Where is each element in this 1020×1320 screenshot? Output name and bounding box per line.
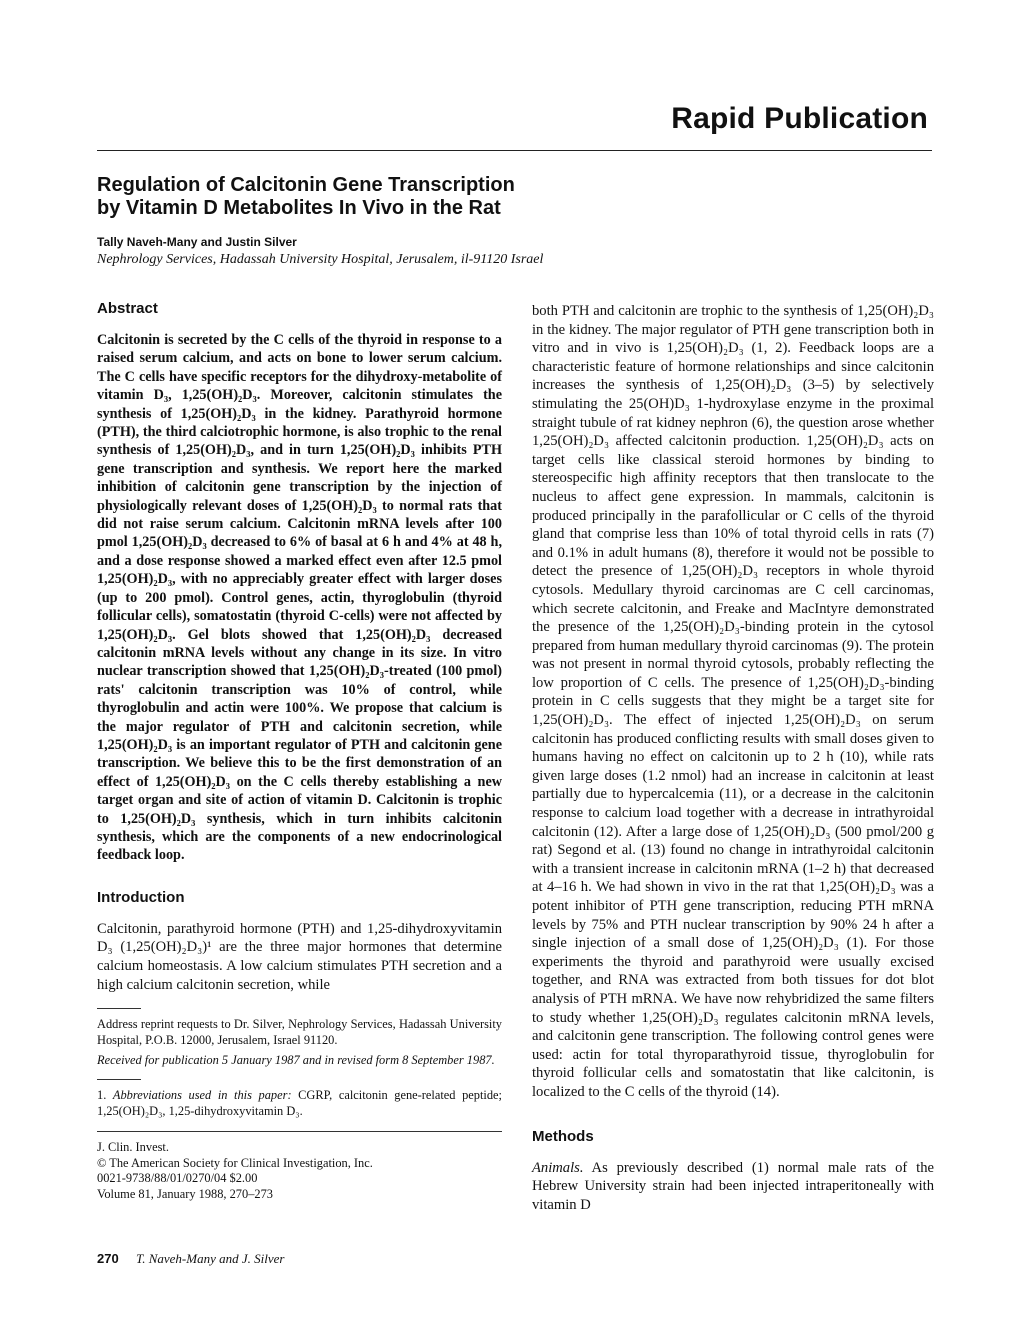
journal-name: J. Clin. Invest. <box>97 1140 169 1155</box>
abbreviations-label: Abbreviations used in this paper: <box>112 1087 292 1102</box>
right-column <box>532 302 934 1214</box>
abbreviations-text: CGRP, calcitonin gene-related peptide; 1,25(OH)₂D₃, 1,25-dihydroxyvitamin D₃. <box>97 1087 503 1118</box>
page-footer <box>97 1251 284 1267</box>
journal-volume: Volume 81, January 1988, 270–273 <box>97 1186 273 1201</box>
authors: Tally Naveh-Many and Justin Silver <box>97 235 297 249</box>
journal-issn: 0021-9738/88/01/0270/04 $2.00 <box>97 1171 258 1186</box>
methods-text: As previously described (1) normal male rats of the Hebrew University strain had been injected intraperitoneally with vitamin D <box>532 1159 934 1213</box>
section-label: Rapid Publication <box>671 102 928 135</box>
introduction-text: Calcitonin, parathyroid hormone (PTH) and 1,25-dihydroxyvitamin D₃ (1,25(OH)₂D₃)¹ are the three major hormones that determine calcium homeostasis. A low calcium stimulates PTH secretion and a high calcium calcitonin secretion, while <box>97 920 502 993</box>
affiliation: Nephrology Services, Hadassah University Hospital, Jerusalem, il-91120 Israel <box>97 252 544 267</box>
introduction-continued-text: both PTH and calcitonin are trophic to the synthesis of 1,25(OH)₂D₃ in the kidney. The major regulator of PTH gene transcription both in vitro and in vivo is 1,25(OH)₂D₃ (1, 2). Feedback loops are a characteristic feature of hormone relationships and since calcitonin increases the synthesis of 1,25(OH)₂D₃ (3–5) by selectively stimulating the 25(OH)D₃ 1-hydroxylase enzyme in the proximal straight tubule of rat kidney nephron (6), the question arose whether 1,25(OH)₂D₃ affected calcitonin production. 1,25(OH)₂D₃ acts on target cells like classical steroid hormones by binding to stereospecific high affinity receptors that then translocate to the nucleus to affect gene expression. In mammals, calcitonin is produced principally in the parafollicular or C cells of the thyroid gland that comprise less than 10% of total thyroid cells in rats (7) and 0.1% in adult humans (8), therefore it would not be possible to detect the presence of 1,25(OH)₂D₃ receptors in whole thyroid cytosols. Medullary thyroid carcinomas are C cell carcinomas, which secrete calcitonin, and Freake and MacIntyre demonstrated the presence of the 1,25(OH)₂D₃-binding protein in the cytosol prepared from human medullary thyroid carcinomas (9). The protein was not present in normal thyroid cytosols, probably reflecting the low proportion of C cells. The presence of 1,25(OH)₂D₃-binding protein in C cells suggests that they might be a target site for 1,25(OH)₂D₃. The effect of injected 1,25(OH)₂D₃ on serum calcitonin has produced conflicting results with small doses given to humans having no effect on calcitonin up to 2 h (10), while rats given large doses (1.2 nmol) had an increase in calcitonin at least partially due to hypercalcemia (11), or a decrease in the calcitonin response to calcium load together with a decrease in intrathyroidal calcitonin (12). After a large dose of 1,25(OH)₂D₃ (500 pmol/200 g rat) Segond et al. (13) found no change in intrathyroidal calcitonin with a transient increase in calcitonin mRNA (1–2 h) that decreased at 4–16 h. We had shown in vivo in the rat that 1,25(OH)₂D₃ was a potent inhibitor of PTH gene transcription, reducing PTH mRNA levels by 75% and PTH nuclear transcription by 90% 24 h after a single injection of a small dose of 1,25(OH)₂D₃ (1). For those experiments the thyroid and parathyroid were usually excised together, and RNA was extracted from both tissues for dot blot analysis of PTH mRNA. We have now rehybridized the same filters to study whether 1,25(OH)₂D₃ regulates calcitonin mRNA levels, and calcitonin gene transcription. The following control genes were used: actin for total thyroparathyroid tissue, thyroglobulin for thyroid follicular cells and somatostatin that like calcitonin, is localized to the C cells of the thyroid (14). <box>532 303 934 1100</box>
footnote-rule <box>97 1008 141 1009</box>
journal-info <box>97 1140 502 1202</box>
abstract-heading: Abstract <box>97 300 158 317</box>
abstract-text: Calcitonin is secreted by the C cells of the thyroid in response to a raised serum calcium, and acts on bone to lower serum calcium. The C cells have specific receptors for the dihydroxy-metabolite of vitamin D₃, 1,25(OH)₂D₃. Moreover, calcitonin stimulates the synthesis of 1,25(OH)₂D₃ in the kidney. Parathyroid hormone (PTH), the third calciotrophic hormone, is also trophic to the renal synthesis of 1,25(OH)₂D₃, and in turn 1,25(OH)₂D₃ inhibits PTH gene transcription and synthesis. We report here the marked inhibition of calcitonin gene transcription by the injection of physiologically relevant doses of 1,25(OH)₂D₃ to normal rats that did not raise serum calcium. Calcitonin mRNA levels after 100 pmol 1,25(OH)₂D₃ decreased to 6% of basal at 6 h and 4% at 48 h, and a dose response showed a marked effect even after 12.5 pmol 1,25(OH)₂D₃, with no appreciably greater effect with larger doses (up to 200 pmol). Control genes, actin, thyroglobulin (thyroid follicular cells), somatostatin (thyroid C-cells) were not affected by 1,25(OH)₂D₃. Gel blots showed that 1,25(OH)₂D₃ decreased calcitonin mRNA levels without any change in its size. In vitro nuclear transcription showed that 1,25(OH)₂D₃-treated (100 pmol) rats' calcitonin transcription was 10% of control, while thyroglobulin and actin were 100%. We propose that calcium is the major regulator of PTH and calcitonin secretion, while 1,25(OH)₂D₃ is an important regulator of PTH and calcitonin gene transcription. We believe this to be the first demonstration of an effect of 1,25(OH)₂D₃ on the C cells thereby establishing a new target organ and site of action of vitamin D. Calcitonin is trophic to 1,25(OH)₂D₃ synthesis, which in turn inhibits calcitonin synthesis, which are the components of a new endocrinological feedback loop. <box>97 332 502 864</box>
received-footnote: Received for publication 5 January 1987 and in revised form 8 September 1987. <box>97 1053 495 1068</box>
title-line-1: Regulation of Calcitonin Gene Transcription <box>97 174 515 196</box>
journal-copyright: © The American Society for Clinical Investigation, Inc. <box>97 1155 373 1170</box>
running-head: T. Naveh-Many and J. Silver <box>135 1251 285 1266</box>
address-footnote: Address reprint requests to Dr. Silver, Nephrology Services, Hadassah University Hospital, P.O.B. 12000, Jerusalem, Israel 91120. <box>97 1017 502 1047</box>
introduction-heading: Introduction <box>97 888 185 906</box>
journal-rule <box>97 1131 502 1132</box>
methods-text-paragraph <box>532 1159 934 1215</box>
title-line-2: by Vitamin D Metabolites In Vivo in the Rat <box>97 197 501 219</box>
methods-heading: Methods <box>532 1127 594 1145</box>
abbreviations-number: 1. <box>97 1087 107 1102</box>
footnote-separator <box>97 1079 141 1080</box>
abbreviations-footnote <box>97 1088 502 1119</box>
left-column <box>97 300 502 1203</box>
methods-animals-label: Animals. <box>532 1159 584 1176</box>
article-title <box>97 174 857 220</box>
header-rule <box>97 150 932 151</box>
page-number: 270 <box>97 1251 119 1266</box>
